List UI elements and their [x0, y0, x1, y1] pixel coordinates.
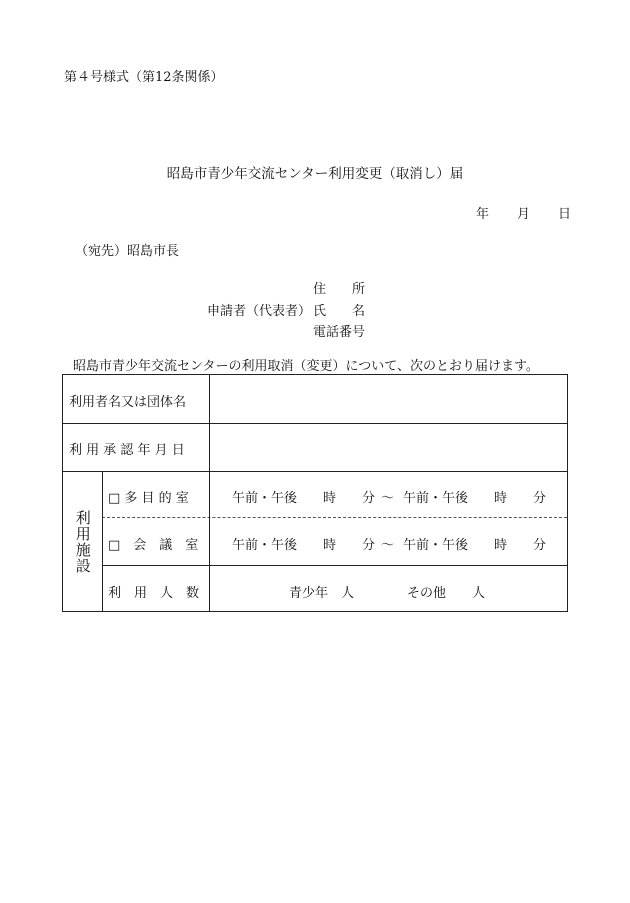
others-count: その他 人 [407, 586, 486, 601]
row-divider [63, 471, 567, 472]
applicant-name-label: 氏 名 [313, 304, 366, 319]
date-line [476, 203, 571, 222]
date-day: 日 [558, 207, 572, 222]
col-divider [102, 471, 103, 611]
facility-label [63, 472, 102, 612]
date-year: 年 [476, 207, 490, 222]
addressee: （宛先）昭島市長 [75, 244, 180, 259]
multi-room-tilde: ～ [381, 491, 395, 506]
approval-date-cell[interactable] [210, 424, 567, 471]
meeting-room-tilde: ～ [381, 538, 395, 553]
date-month: 月 [517, 207, 531, 222]
meeting-room-time-from: 午前・午後 時 分 [232, 538, 376, 553]
meeting-room-time-to: 午前・午後 時 分 [403, 538, 547, 553]
applicant-label: 申請者（代表者） [207, 304, 312, 319]
applicant-phone-label: 電話番号 [313, 325, 366, 340]
row-divider-dashed [102, 517, 567, 518]
form-number: 第４号様式（第12条関係） [64, 70, 224, 85]
applicant-address-label: 住 所 [313, 282, 366, 297]
user-name-label: 利用者名又は団体名 [69, 395, 187, 410]
intro-text: 昭島市青少年交流センターの利用取消（変更）について、次のとおり届けます。 [73, 359, 539, 374]
application-table [62, 374, 568, 612]
facility-label-text: 利用施設 [73, 510, 92, 574]
row-divider [102, 565, 567, 566]
meeting-room-checkbox[interactable]: □ 会 議 室 [108, 538, 199, 553]
multi-room-time-to: 午前・午後 時 分 [403, 491, 547, 506]
users-count-label: 利 用 人 数 [108, 586, 200, 601]
user-name-cell[interactable] [210, 375, 567, 423]
document-title: 昭島市青少年交流センター利用変更（取消し）届 [166, 166, 464, 182]
multi-room-time-from: 午前・午後 時 分 [232, 491, 376, 506]
youth-count: 青少年 人 [289, 586, 355, 601]
approval-date-label: 利 用 承 認 年 月 日 [69, 443, 185, 458]
multi-room-checkbox[interactable]: □ 多 目 的 室 [108, 491, 189, 506]
